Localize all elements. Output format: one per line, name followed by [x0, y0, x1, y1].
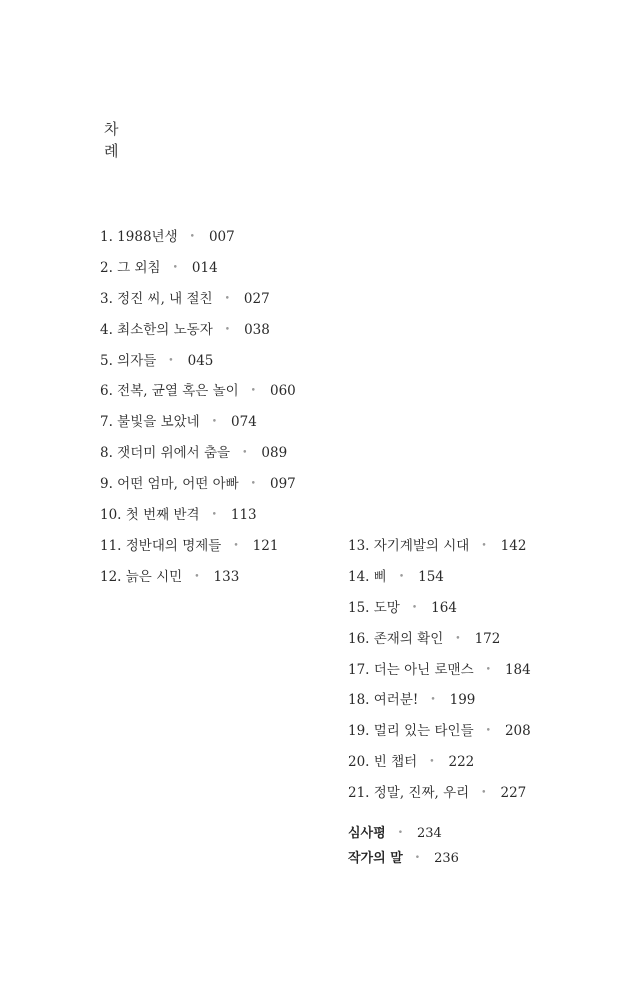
page-number: 236 [434, 851, 459, 866]
chapter-title: 16. 존재의 확인 [348, 630, 444, 647]
chapter-title: 15. 도망 [348, 599, 400, 616]
separator-dot: • [189, 232, 195, 242]
toc-entry-12[interactable] [100, 566, 296, 597]
page-number: 133 [213, 568, 240, 585]
toc-entry-17[interactable] [348, 659, 531, 690]
chapter-title: 10. 첫 번째 반격 [100, 507, 200, 524]
chapter-title: 18. 여러분! [348, 692, 419, 709]
toc-entry-8[interactable] [100, 442, 296, 473]
toc-entry-4[interactable] [100, 319, 296, 350]
page-number: 045 [187, 352, 214, 369]
toc-entry-6[interactable] [100, 380, 296, 411]
toc-entry-16[interactable] [348, 628, 531, 659]
page-number: 097 [269, 476, 296, 493]
toc-list-right [348, 535, 531, 813]
appendix-title: 심사평 [348, 826, 386, 841]
chapter-title: 1. 1988년생 [100, 229, 178, 245]
toc-heading-line2: 례 [104, 142, 119, 160]
toc-appendix [348, 822, 459, 872]
page-number: 199 [449, 692, 476, 709]
toc-entry-9[interactable] [100, 473, 296, 504]
separator-dot: • [398, 571, 405, 582]
page-number: 234 [417, 826, 442, 841]
page-number: 208 [504, 723, 531, 740]
toc-entry-19[interactable] [348, 720, 531, 751]
separator-dot: • [481, 788, 487, 799]
page-number: 027 [243, 290, 270, 307]
chapter-title: 17. 더는 아닌 로맨스 [348, 661, 474, 678]
toc-entry-1[interactable] [100, 226, 296, 257]
separator-dot: • [414, 853, 421, 863]
chapter-title: 19. 멀리 있는 타인들 [348, 723, 474, 740]
toc-heading [104, 118, 119, 162]
chapter-title: 21. 정말, 진짜, 우리 [348, 785, 470, 802]
page-number: 074 [231, 414, 257, 431]
toc-list-left [100, 226, 296, 597]
separator-dot: • [250, 386, 256, 397]
separator-dot: • [224, 324, 231, 335]
separator-dot: • [455, 633, 461, 644]
chapter-title: 8. 잿더미 위에서 춤을 [100, 445, 231, 462]
chapter-title: 12. 늙은 시민 [100, 568, 183, 585]
toc-entry-18[interactable] [348, 689, 531, 720]
page-number: 172 [474, 630, 501, 647]
separator-dot: • [224, 293, 230, 304]
toc-entry-11[interactable] [100, 535, 296, 566]
toc-entry-5[interactable] [100, 350, 296, 381]
chapter-title: 20. 빈 챕터 [348, 754, 418, 771]
chapter-title: 11. 정반대의 명제들 [100, 537, 222, 554]
separator-dot: • [194, 571, 200, 582]
page-number: 014 [191, 259, 218, 276]
toc-entry-21[interactable] [348, 782, 531, 813]
page-number: 142 [500, 538, 527, 554]
toc-entry-10[interactable] [100, 504, 296, 535]
page-number: 227 [500, 785, 527, 802]
chapter-title: 6. 전복, 균열 혹은 놀이 [100, 383, 239, 400]
separator-dot: • [429, 757, 435, 768]
page-number: 113 [230, 507, 257, 524]
chapter-title: 14. 삐 [348, 568, 387, 585]
page-number: 089 [261, 445, 288, 462]
separator-dot: • [211, 510, 217, 521]
separator-dot: • [485, 726, 491, 737]
separator-dot: • [211, 417, 218, 428]
appendix-title: 작가의 말 [348, 851, 403, 866]
toc-entry-15[interactable] [348, 597, 531, 628]
toc-entry-3[interactable] [100, 288, 296, 319]
chapter-title: 7. 불빛을 보았네 [100, 414, 200, 431]
separator-dot: • [172, 262, 178, 273]
page-number: 121 [252, 537, 279, 554]
chapter-title: 9. 어떤 엄마, 어떤 아빠 [100, 476, 239, 493]
chapter-title: 5. 의자들 [100, 352, 157, 369]
separator-dot: • [168, 355, 174, 366]
toc-entry-13[interactable] [348, 535, 531, 566]
toc-entry-author-note[interactable] [348, 847, 459, 872]
chapter-title: 13. 자기계발의 시대 [348, 538, 470, 554]
toc-entry-20[interactable] [348, 751, 531, 782]
toc-entry-2[interactable] [100, 257, 296, 288]
separator-dot: • [233, 540, 239, 551]
separator-dot: • [250, 479, 256, 490]
separator-dot: • [485, 664, 491, 675]
separator-dot: • [397, 828, 403, 838]
separator-dot: • [242, 448, 248, 459]
separator-dot: • [430, 695, 436, 706]
page-number: 222 [448, 754, 475, 771]
page-number: 038 [244, 321, 270, 338]
chapter-title: 4. 최소한의 노동자 [100, 321, 213, 338]
page-number: 007 [208, 229, 235, 245]
separator-dot: • [481, 541, 487, 551]
toc-entry-7[interactable] [100, 411, 296, 442]
chapter-title: 2. 그 외침 [100, 259, 161, 276]
page-number: 164 [431, 599, 457, 616]
toc-entry-review[interactable] [348, 822, 459, 847]
page-number: 184 [504, 661, 531, 678]
page-number: 060 [269, 383, 296, 400]
chapter-title: 3. 정진 씨, 내 절친 [100, 290, 213, 307]
page-number: 154 [418, 568, 444, 585]
separator-dot: • [411, 602, 418, 613]
toc-heading-line1: 차 [104, 120, 119, 138]
toc-entry-14[interactable] [348, 566, 531, 597]
